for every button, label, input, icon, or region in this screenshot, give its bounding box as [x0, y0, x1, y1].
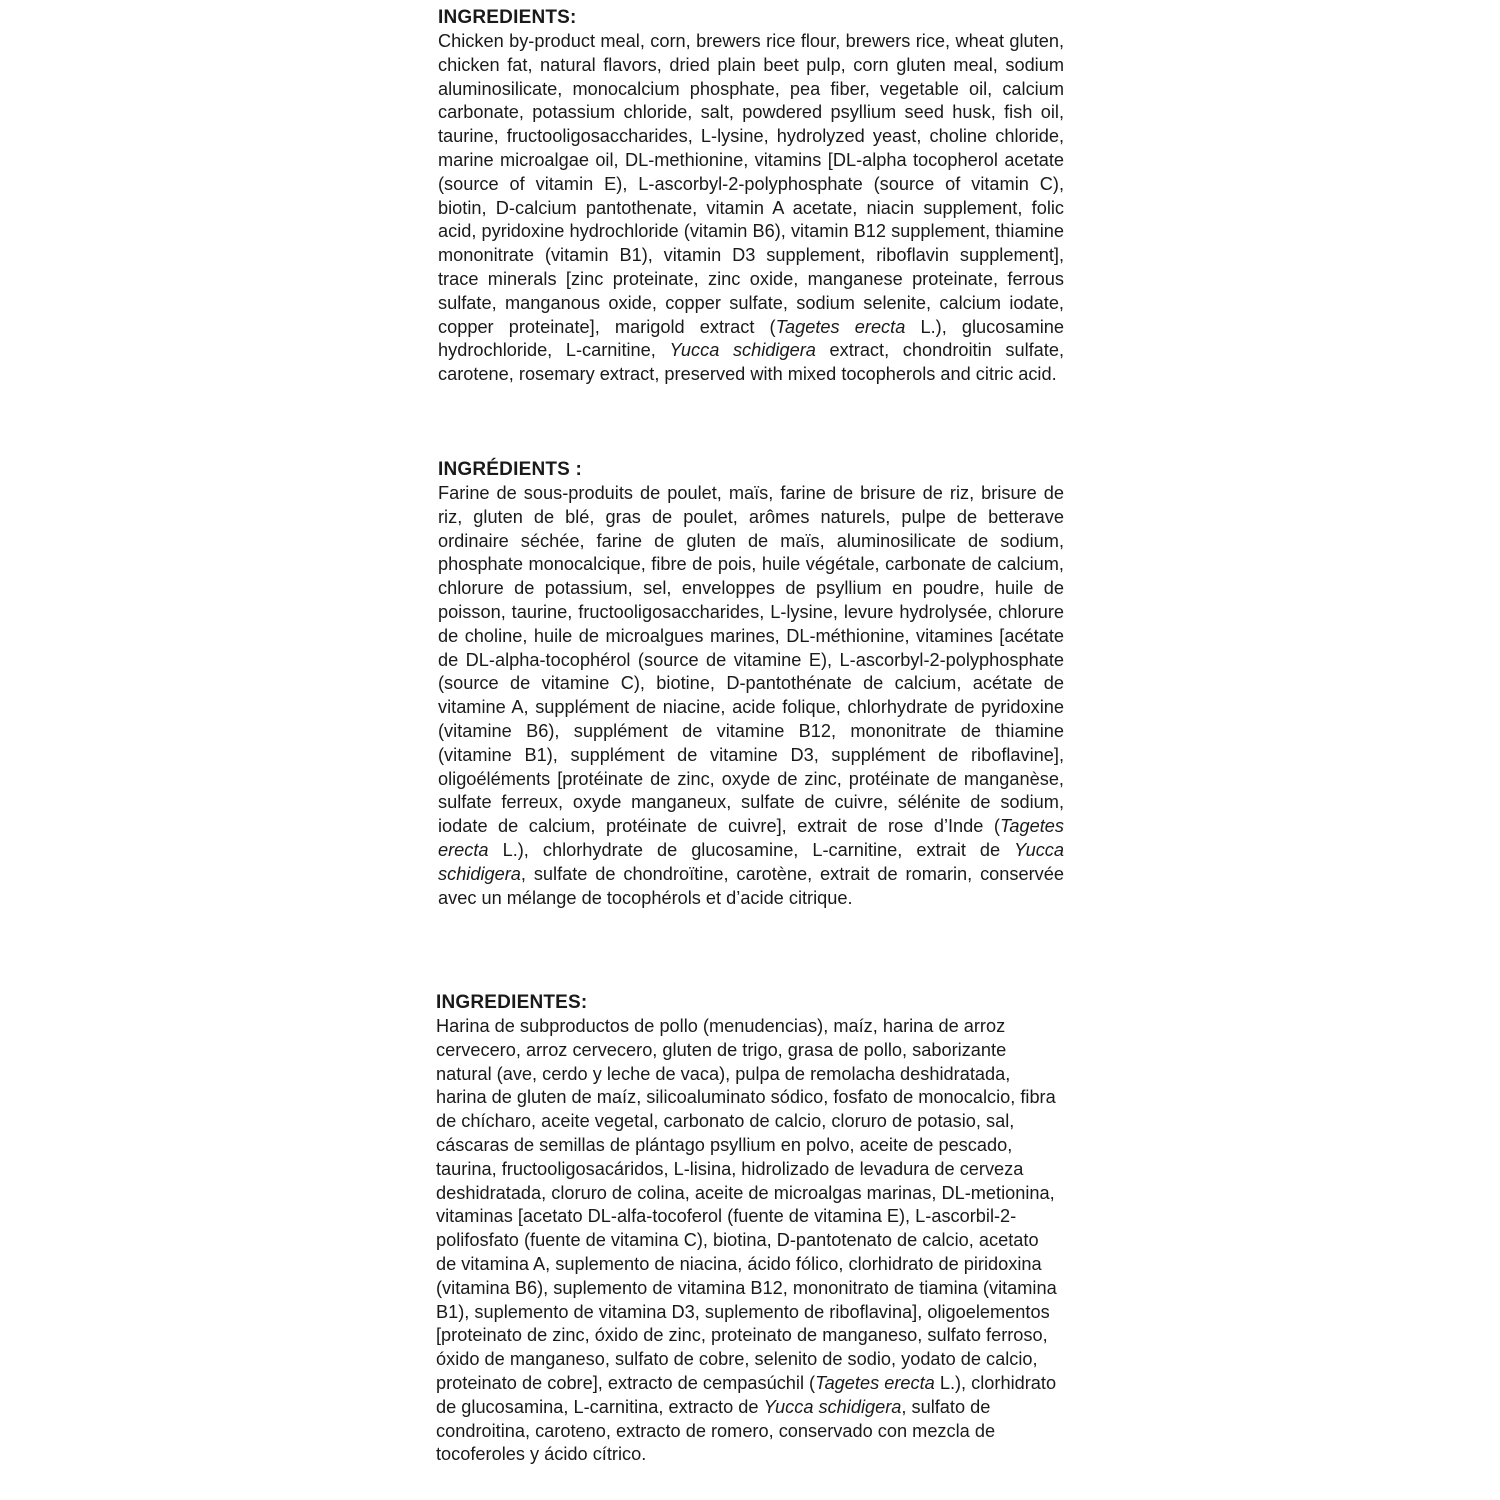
english-tagetes-italic: Tagetes erecta	[775, 316, 906, 337]
spanish-text-part: , sulfato de condroitina, caroteno, extracto de romero, conservado con mezcla de tocoferoles y ácido cítrico.	[436, 1396, 996, 1465]
spanish-ingredients-text	[436, 1015, 1061, 1467]
english-yucca-italic: Yucca schidigera	[669, 340, 816, 361]
english-ingredients-text	[438, 30, 1064, 387]
spanish-yucca-italic: Yucca schidigera	[763, 1396, 902, 1417]
english-ingredients-section	[438, 6, 1064, 387]
french-ingredients-section	[438, 458, 1064, 910]
french-ingredients-text	[438, 482, 1064, 910]
french-text-part: L.), chlorhydrate de glucosamine, L-carnitine, extrait de	[488, 839, 1015, 860]
english-text-part: Chicken by-product meal, corn, brewers rice flour, brewers rice, wheat gluten, chicken fat, natural flavors, dried plain beet pulp, corn gluten meal, sodium aluminosilicate, monocalcium phosphate, pea fiber, vegetable oil, calcium carbonate, potassium chloride, salt, powdered psyllium seed husk, fish oil, taurine, fructooligosaccharides, L-lysine, hydrolyzed yeast, choline chloride, marine microalgae oil, DL-methionine, vitamins [DL-alpha tocopherol acetate (source of vitamin E), L-ascorbyl-2-polyphosphate (source of vitamin C), biotin, D-calcium pantothenate, vitamin A acetate, niacin supplement, folic acid, pyridoxine hydrochloride (vitamin B6), vitamin B12 supplement, thiamine mononitrate (vitamin B1), vitamin D3 supplement, riboflavin supplement], trace minerals [zinc proteinate, zinc oxide, manganese proteinate, ferrous sulfate, manganous oxide, copper sulfate, sodium selenite, calcium iodate, copper proteinate], marigold extract (	[438, 31, 1064, 337]
spanish-text-part: L.), clorhidrato de glucosamina, L-carnitina, extracto de	[436, 1372, 1057, 1417]
spanish-text-part: Harina de subproductos de pollo (menudencias), maíz, harina de arroz cervecero, arroz cervecero, gluten de trigo, grasa de pollo, saborizante natural (ave, cerdo y leche de vaca), pulpa de remolacha deshidratada, harina de gluten de maíz, silicoaluminato sódico, fosfato de monocalcio, fibra de chícharo, aceite vegetal, carbonato de calcio, cloruro de potasio, sal, cáscaras de semillas de plántago psyllium en polvo, aceite de pescado, taurina, fructooligosacáridos, L-lisina, hidrolizado de levadura de cerveza deshidratada, cloruro de colina, aceite de microalgas marinas, DL-metionina, vitaminas [acetato DL-alfa-tocoferol (fuente de vitamina E), L-ascorbil-2-polifosfato (fuente de vitamina C), biotina, D-pantotenato de calcio, acetato de vitamina A, suplemento de niacina, ácido fólico, clorhidrato de piridoxina (vitamina B6), suplemento de vitamina B12, mononitrato de tiamina (vitamina B1), suplemento de vitamina D3, suplemento de riboflavina], oligoelementos [proteinato de zinc, óxido de zinc, proteinato de manganeso, sulfato ferroso, óxido de manganeso, sulfato de cobre, selenito de sodio, yodato de calcio, proteinato de cobre], extracto de cempasúchil (	[436, 1016, 1057, 1393]
english-text-part: extract, chondroitin sulfate, carotene, rosemary extract, preserved with mixed tocopherols and citric acid.	[438, 340, 1064, 385]
spanish-tagetes-italic: Tagetes erecta	[815, 1372, 935, 1393]
spanish-heading: INGREDIENTES:	[436, 992, 588, 1013]
french-text-part: Farine de sous-produits de poulet, maïs, farine de brisure de riz, brisure de riz, gluten de blé, gras de poulet, arômes naturels, pulpe de betterave ordinaire séchée, farine de gluten de maïs, aluminosilicate de sodium, phosphate monocalcique, fibre de pois, huile végétale, carbonate de calcium, chlorure de potassium, sel, enveloppes de psyllium en poudre, huile de poisson, taurine, fructooligosaccharides, L-lysine, levure hydrolysée, chlorure de choline, huile de microalgues marines, DL-méthionine, vitamines [acétate de DL-alpha-tocophérol (source de vitamine E), L-ascorbyl-2-polyphosphate (source de vitamine C), biotine, D-pantothénate de calcium, acétate de vitamine A, supplément de niacine, acide folique, chlorhydrate de pyridoxine (vitamine B6), supplément de vitamine B12, mononitrate de thiamine (vitamine B1), supplément de vitamine D3, supplément de riboflavine], oligoéléments [protéinate de zinc, oxyde de zinc, protéinate de manganèse, sulfate ferreux, oxyde manganeux, sulfate de cuivre, sélénite de sodium, iodate de calcium, protéinate de cuivre], extrait de rose d’Inde (	[438, 483, 1064, 837]
french-tagetes-italic: Tagetes erecta	[438, 816, 1064, 860]
french-text-part: , sulfate de chondroïtine, carotène, extrait de romarin, conservée avec un mélange de tocophérols et d’acide citrique.	[438, 863, 1064, 908]
english-heading: INGREDIENTS:	[438, 7, 577, 28]
spanish-ingredients-section	[436, 991, 1061, 1467]
french-heading: INGRÉDIENTS :	[438, 459, 583, 480]
english-text-part: L.), glucosamine hydrochloride, L-carnitine,	[438, 316, 1064, 361]
french-yucca-italic: Yucca schidigera	[438, 839, 1064, 884]
